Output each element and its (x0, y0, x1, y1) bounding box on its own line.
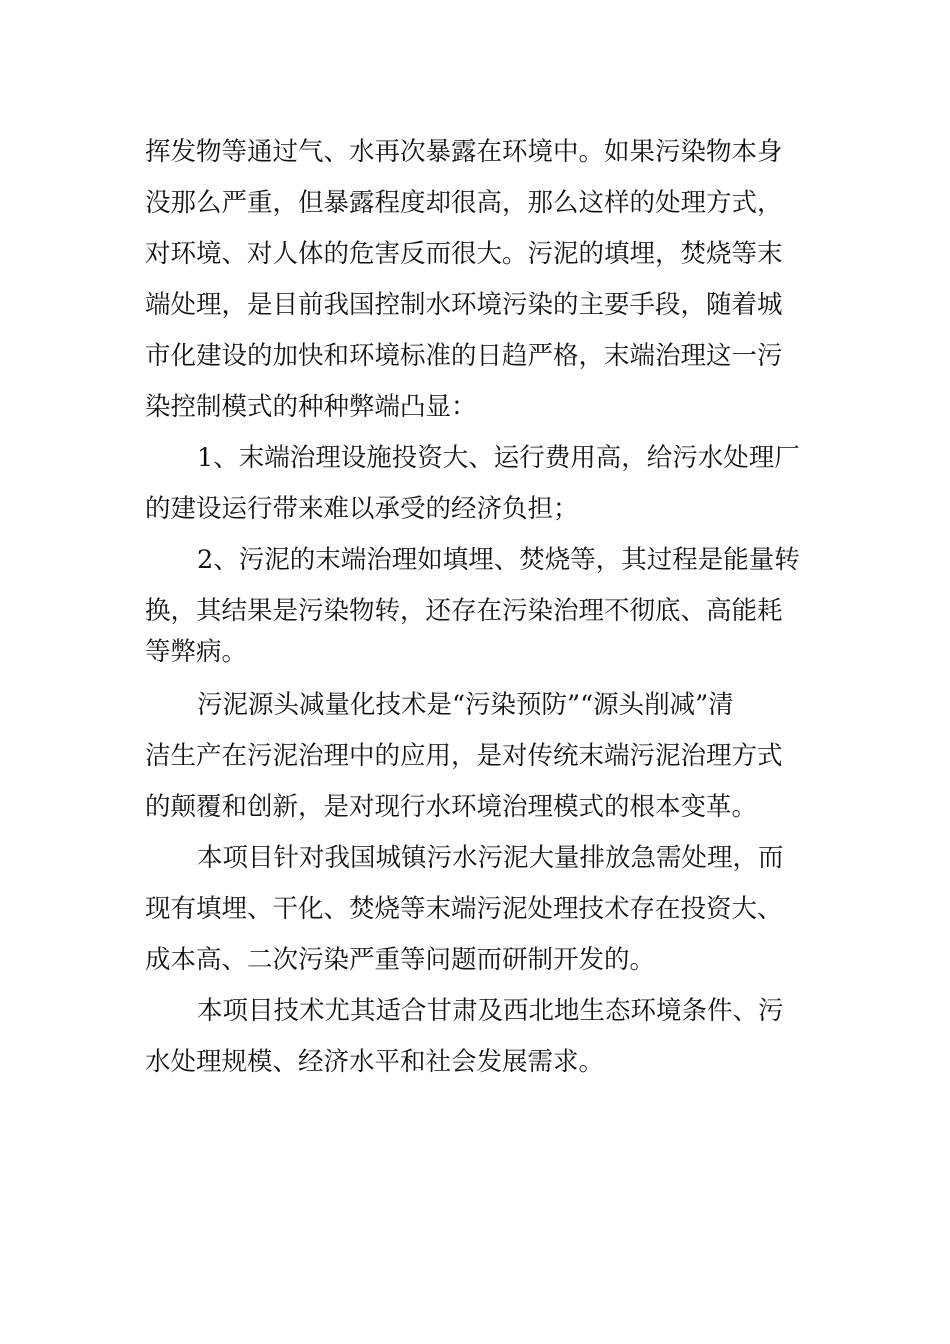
text-line: 染控制模式的种种弊端凸显： (145, 392, 477, 422)
text-line: 对环境、对人体的危害反而很大。污泥的填埋，焚烧等末 (145, 239, 783, 269)
text-line: 市化建设的加快和环境标准的日趋严格，末端治理这一污 (145, 341, 783, 371)
paragraph-line: 成本高、二次污染严重等问题而研制开发的。 (145, 945, 656, 975)
paragraph-line: 现有填埋、干化、焚烧等末端污泥处理技术存在投资大、 (145, 894, 783, 924)
list-item-2-line: 2、污泥的末端治理如填埋、焚烧等，其过程是能量转 (197, 545, 800, 575)
list-item-1-line: 1、末端治理设施投资大、运行费用高，给污水处理厂 (197, 443, 800, 473)
paragraph-line: 本项目针对我国城镇污水污泥大量排放急需处理，而 (197, 843, 784, 873)
text-line: 端处理，是目前我国控制水环境污染的主要手段，随着城 (145, 290, 783, 320)
paragraph-line: 本项目技术尤其适合甘肃及西北地生态环境条件、污 (197, 996, 784, 1026)
text-line: 挥发物等通过气、水再次暴露在环境中。如果污染物本身 (145, 137, 783, 167)
list-item-2-line: 等弊病。 (145, 637, 248, 667)
list-item-2-line: 换，其结果是污染物转，还存在污染治理不彻底、高能耗 (145, 596, 783, 626)
paragraph-line: 的颠覆和创新，是对现行水环境治理模式的根本变革。 (145, 792, 758, 822)
paragraph-line: 洁生产在污泥治理中的应用，是对传统末端污泥治理方式 (145, 741, 783, 771)
paragraph-line: 水处理规模、经济水平和社会发展需求。 (145, 1047, 605, 1077)
text-line: 没那么严重，但暴露程度却很高，那么这样的处理方式， (145, 188, 783, 218)
paragraph-line: 污泥源头减量化技术是“污染预防”“源头削减”清 (197, 690, 734, 720)
list-item-1-line: 的建设运行带来难以承受的经济负担； (145, 494, 579, 524)
